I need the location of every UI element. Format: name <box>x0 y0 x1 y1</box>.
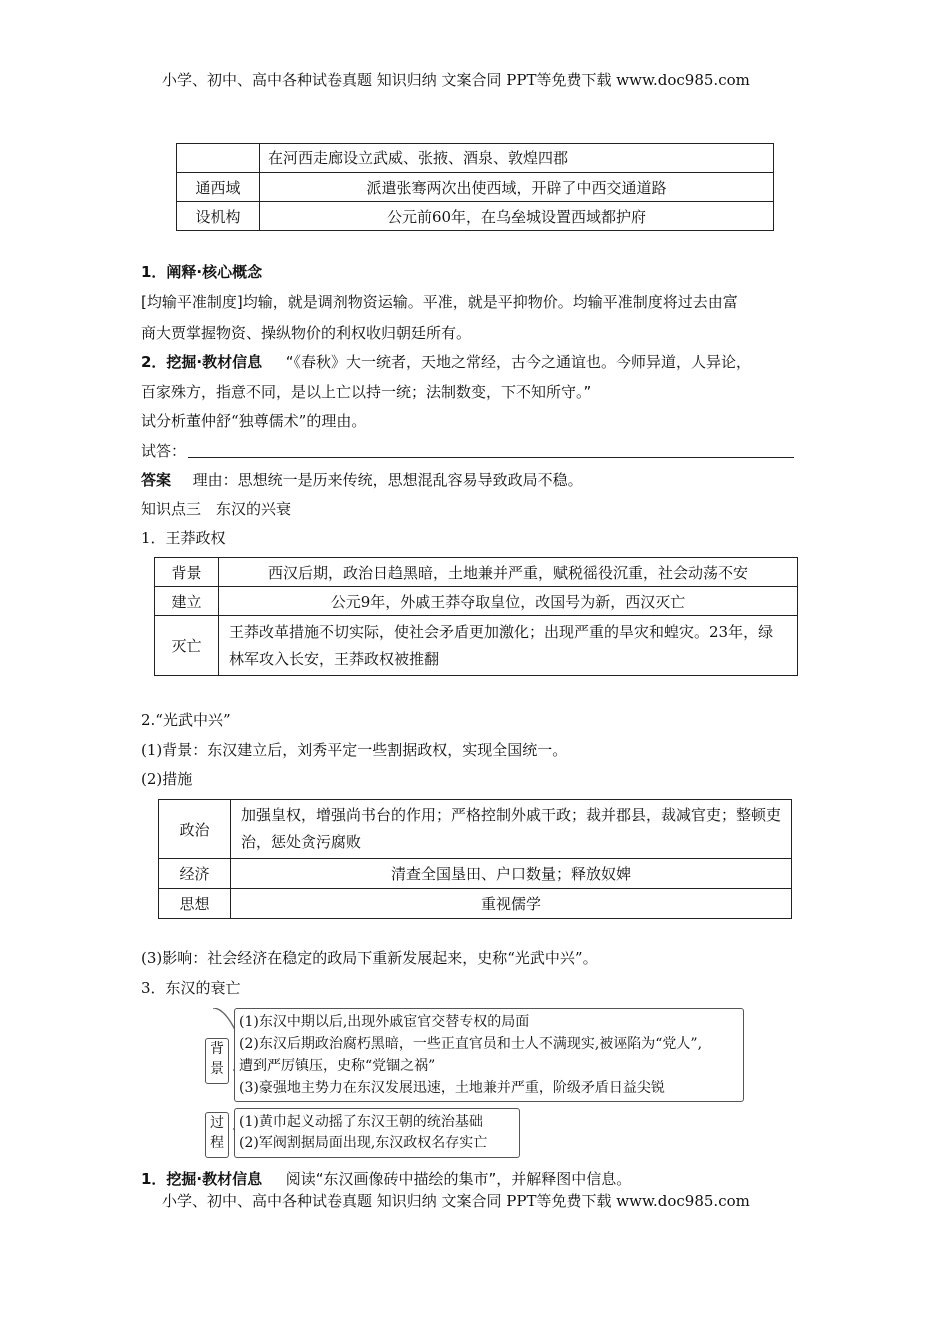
subsection-title: 3．东汉的衰亡 <box>141 979 241 997</box>
question-text: 试分析董仲舒“独尊儒术”的理由。 <box>141 412 367 430</box>
table-row-label: 政治 <box>159 800 231 859</box>
table-cell: 王莽改革措施不切实际，使社会矛盾更加激化；出现严重的旱灾和蝗灾。23年，绿林军攻入长安，王莽政权被推翻 <box>219 616 798 676</box>
subsection-title: 2.“光武中兴” <box>141 711 231 729</box>
quote-line: 百家殊方，指意不同，是以上亡以持一统；法制数变，下不知所守。” <box>141 383 592 401</box>
table-cell: 加强皇权，增强尚书台的作用；严格控制外戚干政；裁并郡县，裁减官吏；整顿吏治，惩处贪污腐败 <box>231 800 792 859</box>
paragraph-line: (3)影响：社会经济在稳定的政局下重新发展起来，史称“光武中兴”。 <box>141 949 598 967</box>
paragraph-line: 商大贾掌握物资、操纵物价的利权收归朝廷所有。 <box>141 324 472 342</box>
answer-line-text <box>141 470 583 490</box>
background-items-box <box>234 1008 744 1102</box>
table-row-label <box>177 144 260 173</box>
answer-line[interactable] <box>188 457 794 458</box>
quote-line <box>141 352 751 372</box>
list-item: (1)黄巾起义动摇了东汉王朝的统治基础 <box>239 1114 483 1130</box>
section-heading: 2．挖掘·教材信息 <box>141 353 263 371</box>
list-item: (1)东汉中期以后,出现外戚宦官交替专权的局面 <box>239 1014 530 1030</box>
page-footer: 小学、初中、高中各种试卷真题 知识归纳 文案合同 PPT等免费下载 www.doc985.com <box>162 1192 750 1210</box>
table-cell: 重视儒学 <box>231 889 792 919</box>
list-item: (2)军阀割据局面出现,东汉政权名存实亡 <box>239 1135 488 1151</box>
table-row-label: 建立 <box>155 587 219 616</box>
list-item: (3)豪强地主势力在东汉发展迅速，土地兼并严重，阶级矛盾日益尖锐 <box>239 1080 665 1096</box>
background-label-text: 背景 <box>210 1041 224 1077</box>
process-items-box <box>234 1108 520 1158</box>
table-cell: 在河西走廊设立武威、张掖、酒泉、敦煌四郡 <box>260 144 774 173</box>
answer-text: 理由：思想统一是历来传统，思想混乱容易导致政局不稳。 <box>192 471 583 489</box>
western-regions-table <box>176 143 774 231</box>
paragraph-line: (2)措施 <box>141 770 193 788</box>
table-row-label: 通西域 <box>177 173 260 202</box>
process-label <box>205 1112 229 1158</box>
section-heading: 1．挖掘·教材信息 <box>141 1170 263 1188</box>
decline-diagram <box>205 1008 765 1158</box>
table-row-label: 设机构 <box>177 202 260 231</box>
table-cell: 西汉后期，政治日趋黑暗，土地兼并严重，赋税徭役沉重，社会动荡不安 <box>219 558 798 587</box>
table-cell: 公元前60年，在乌垒城设置西域都护府 <box>260 202 774 231</box>
table-cell: 派遣张骞两次出使西域，开辟了中西交通道路 <box>260 173 774 202</box>
quote-text: “《春秋》大一统者，天地之常经，古今之通谊也。今师异道，人异论， <box>285 353 751 371</box>
knowledge-point-title: 知识点三 东汉的兴衰 <box>141 500 292 518</box>
measures-table <box>158 799 792 919</box>
background-label <box>205 1038 229 1084</box>
table-row-label: 背景 <box>155 558 219 587</box>
table-row-label: 思想 <box>159 889 231 919</box>
process-label-text: 过程 <box>210 1115 224 1151</box>
last-line <box>141 1169 631 1189</box>
answer-key: 答案 <box>141 471 172 489</box>
page-header: 小学、初中、高中各种试卷真题 知识归纳 文案合同 PPT等免费下载 www.doc985.com <box>162 71 750 89</box>
paragraph-line: [均输平准制度]均输，就是调剂物资运输。平准，就是平抑物价。均输平准制度将过去由富 <box>141 293 738 311</box>
list-item: (2)东汉后期政治腐朽黑暗，一些正直官员和士人不满现实,被诬陷为“党人”, <box>239 1036 703 1052</box>
answer-prompt: 试答： <box>141 442 187 460</box>
paragraph-text: 阅读“东汉画像砖中描绘的集市”，并解释图中信息。 <box>285 1170 632 1188</box>
table-row-label: 经济 <box>159 859 231 889</box>
table-cell: 清查全国垦田、户口数量；释放奴婢 <box>231 859 792 889</box>
list-item: 遭到严厉镇压，史称“党锢之祸” <box>239 1058 436 1074</box>
table-row-label: 灭亡 <box>155 616 219 676</box>
section-heading: 1．阐释·核心概念 <box>141 263 263 281</box>
subsection-title: 1．王莽政权 <box>141 529 226 547</box>
table-cell: 公元9年，外戚王莽夺取皇位，改国号为新，西汉灭亡 <box>219 587 798 616</box>
wangmang-table <box>154 557 798 676</box>
paragraph-line: (1)背景：东汉建立后，刘秀平定一些割据政权，实现全国统一。 <box>141 741 568 759</box>
